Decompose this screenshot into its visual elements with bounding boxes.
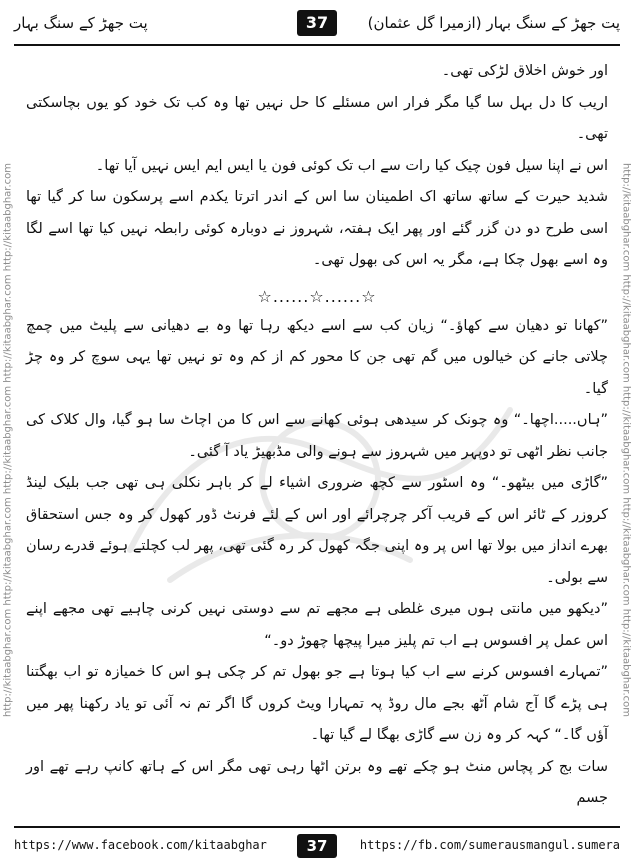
paragraph: شدید حیرت کے ساتھ ساتھ اک اطمینان سا اس کے اندر اترتا یکدم اسے پرسکون سا کر گیا تھا اسی طرح دو دن گزر گئے اور پھر ایک ہفتہ، شہروز نے دوبارہ کوئی رابطہ نہیں کیا تھا اسے لگا وہ اسے بھول چکا ہے، مگر یہ اس کی بھول تھی۔ xyxy=(26,189,608,268)
page-footer xyxy=(14,834,620,860)
footer-facebook-link-left[interactable]: https://www.facebook.com/kitaabghar xyxy=(14,838,267,852)
header-novel-title: پت جھڑ کے سنگ بہار xyxy=(14,14,148,32)
paragraph: ”تمہارے افسوس کرنے سے اب کیا ہوتا ہے جو بھول تم کر چکی ہو اس کا خمیازہ تو اب بھگتنا ہی پڑے گا آج شام آٹھ بجے مال روڈ پہ تمہارا ویٹ کروں گا اگر تم نہ آئی تو یاد رکھنا پھر میں آؤں گا۔“ کہہ کر وہ زن سے گاڑی بھگا لے گیا تھا۔ xyxy=(26,664,608,743)
header-divider-line xyxy=(14,44,620,46)
story-text xyxy=(26,56,608,808)
paragraph: ”گاڑی میں بیٹھو۔“ وہ اسٹور سے کچھ ضروری اشیاء لے کر باہر نکلی ہی تھی جب بلیک لینڈ کروزر کے ٹائر اس کے قریب آکر چرچرائے اور اس کے لئے فرنٹ ڈور کھول کر وہ جس استحقاق بھرے انداز میں بولا تھا اس پر وہ اپنی جگہ کھول کر رہ گئی تھی، پھر لب کچلتے ہوئے قدرے رسان سے بولی۔ xyxy=(26,475,608,586)
paragraph: اریب کا دل بہل سا گیا مگر فرار اس مسئلے کا حل نہیں تھا وہ کب تک خود کو یوں بچاسکتی تھی۔ xyxy=(26,94,608,142)
paragraph: ”کھانا تو دھیان سے کھاؤ۔“ زیان کب سے اسے دیکھ رہا تھا وہ بے دھیانی سے پلیٹ میں چمچ چلاتی جانے کن خیالوں میں گم تھی جن کا محور کم از کم وہ تو نہیں تھا یہی سوچ کر وہ چڑ گیا۔ xyxy=(26,317,608,397)
footer-page-number: 37 xyxy=(297,834,337,858)
left-watermark-text: http://kitaabghar.com http://kitaabghar.com http://kitaabghar.com http://kitaabghar.com http://kitaabghar.com xyxy=(2,162,14,718)
paragraph: ”دیکھو میں مانتی ہوں میری غلطی ہے مجھے تم سے دوستی نہیں کرنی چاہیے تھی مجھے اپنے اس عمل پر افسوس ہے اب تم پلیز میرا پیچھا چھوڑ دو۔“ xyxy=(26,601,608,649)
right-watermark-text: http://kitaabghar.com http://kitaabghar.com http://kitaabghar.com http://kitaabghar.com http://kitaabghar.com xyxy=(620,162,632,718)
left-side-watermark xyxy=(2,60,14,820)
paragraph: اس نے اپنا سیل فون چیک کیا رات سے اب تک کوئی فون یا ایس ایم ایس نہیں آیا تھا۔ xyxy=(95,157,608,174)
header-book-author: پت جھڑ کے سنگ بہار (ازمیرا گل عثمان) xyxy=(367,14,620,32)
scene-break-stars: ☆......☆......☆ xyxy=(257,286,377,306)
footer-facebook-link-right[interactable]: https://fb.com/sumerausmangul.sumera xyxy=(359,838,620,852)
paragraph: ”ہاں.....اچھا۔“ وہ چونک کر سیدھی ہوئی کھانے سے اس کا من اچاٹ سا ہو گیا، وال کلاک کی جانب نظر اٹھی تو دوپہر میں شہروز سے ہونے والی مڈبھیڑ یاد آ گئی۔ xyxy=(26,412,608,460)
footer-divider-line xyxy=(14,826,620,828)
right-side-watermark xyxy=(620,60,632,820)
paragraph: اور خوش اخلاق لڑکی تھی۔ xyxy=(441,63,608,79)
header-page-number: 37 xyxy=(297,10,337,36)
paragraph: سات بج کر پچاس منٹ ہو چکے تھے وہ برتن اٹھا رہی تھی مگر اس کے ہاتھ کانپ رہے تھے اور جسم xyxy=(26,758,608,806)
page-header xyxy=(14,10,620,40)
